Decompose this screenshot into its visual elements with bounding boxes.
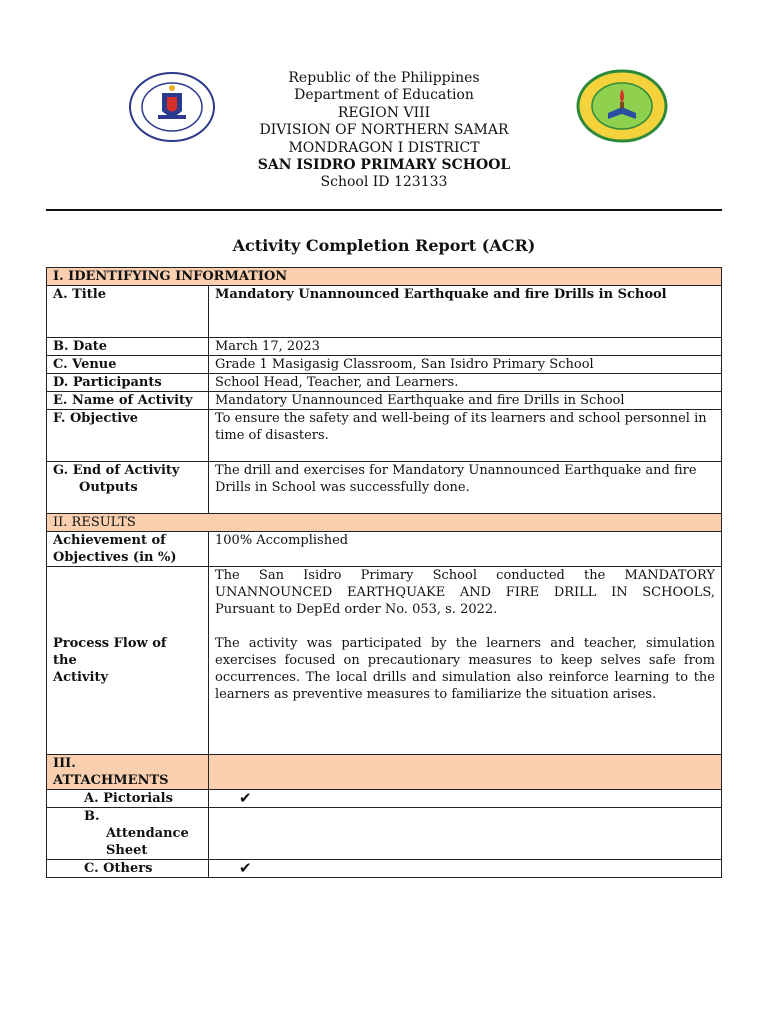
others-checkmark-icon: ✔ [209,860,722,878]
title-value: Mandatory Unannounced Earthquake and fire Drills in School [209,286,722,338]
others-label: C. Others [47,860,209,878]
objective-value: To ensure the safety and well-being of its learners and school personnel in time of disasters. [209,410,722,462]
attendance-label-line: Sheet [106,843,148,858]
table-row [47,338,722,356]
school-name: SAN ISIDRO PRIMARY SCHOOL [257,157,511,174]
table-row [47,286,722,338]
venue-value: Grade 1 Masigasig Classroom, San Isidro Primary School [209,356,722,374]
document-title: Activity Completion Report (ACR) [232,236,536,255]
table-row [47,790,722,808]
section-1-heading: I. IDENTIFYING INFORMATION [47,268,722,286]
outputs-value: The drill and exercises for Mandatory Unannounced Earthquake and fire Drills in School was successfully done. [209,462,722,514]
process-label-line: Process Flow of [53,636,167,651]
school-id: School ID 123133 [320,174,448,191]
date-value: March 17, 2023 [209,338,722,356]
process-label-line: Activity [53,670,108,685]
process-paragraph: The San Isidro Primary School conducted the MANDATORY UNANNOUNCED EARTHQUAKE AND FIRE DRILL IN SCHOOLS, Pursuant to DepEd order No. 053, s. 2022. [215,568,715,617]
objective-label: F. Objective [47,410,209,462]
attendance-label-line: B. [84,809,100,824]
table-row [47,860,722,878]
table-row [47,532,722,567]
attendance-label [47,808,209,860]
section-3-heading-line: ATTACHMENTS [53,773,169,788]
activity-name-label: E. Name of Activity [47,392,209,410]
acr-table [46,267,722,878]
achievement-label: Achievement of Objectives (in %) [47,532,209,567]
table-row [47,808,722,860]
section-header [47,755,722,790]
section-header [47,268,722,286]
date-label: B. Date [47,338,209,356]
process-paragraph: The activity was participated by the learners and teacher, simulation exercises focused on precautionary measures to keep selves safe from occurrences. The local drills and simulation also reinforce learning to the learners as preventive measures to familiarize the situation arises. [215,636,715,702]
process-flow-value [209,567,722,755]
pictorials-checkmark-icon: ✔ [209,790,722,808]
venue-label: C. Venue [47,356,209,374]
title-label: A. Title [47,286,209,338]
pictorials-label: A. Pictorials [47,790,209,808]
participants-value: School Head, Teacher, and Learners. [209,374,722,392]
section-2-heading: II. RESULTS [47,514,722,532]
outputs-label-line: G. End of Activity [53,463,180,478]
outputs-label [47,462,209,514]
section-3-heading-line: III. [53,756,76,771]
table-row [47,567,722,755]
section-header [47,514,722,532]
attendance-mark [209,808,722,860]
header-line: REGION VIII [337,104,431,121]
letterhead [0,70,768,192]
process-label-line: the [53,653,77,668]
process-flow-label [47,567,209,755]
header-line: Department of Education [294,87,474,104]
header-line: MONDRAGON I DISTRICT [288,139,480,156]
activity-name-value: Mandatory Unannounced Earthquake and fire Drills in School [209,392,722,410]
attendance-label-line: Attendance [106,826,189,841]
participants-label: D. Participants [47,374,209,392]
achievement-value: 100% Accomplished [209,532,722,567]
table-row [47,462,722,514]
header-divider [46,209,722,211]
table-row [47,356,722,374]
header-line: Republic of the Philippines [288,70,480,86]
outputs-label-line: Outputs [79,480,138,495]
table-row [47,374,722,392]
table-row [47,392,722,410]
table-row [47,410,722,462]
header-line: DIVISION OF NORTHERN SAMAR [259,122,509,139]
section-3-heading [47,755,209,790]
